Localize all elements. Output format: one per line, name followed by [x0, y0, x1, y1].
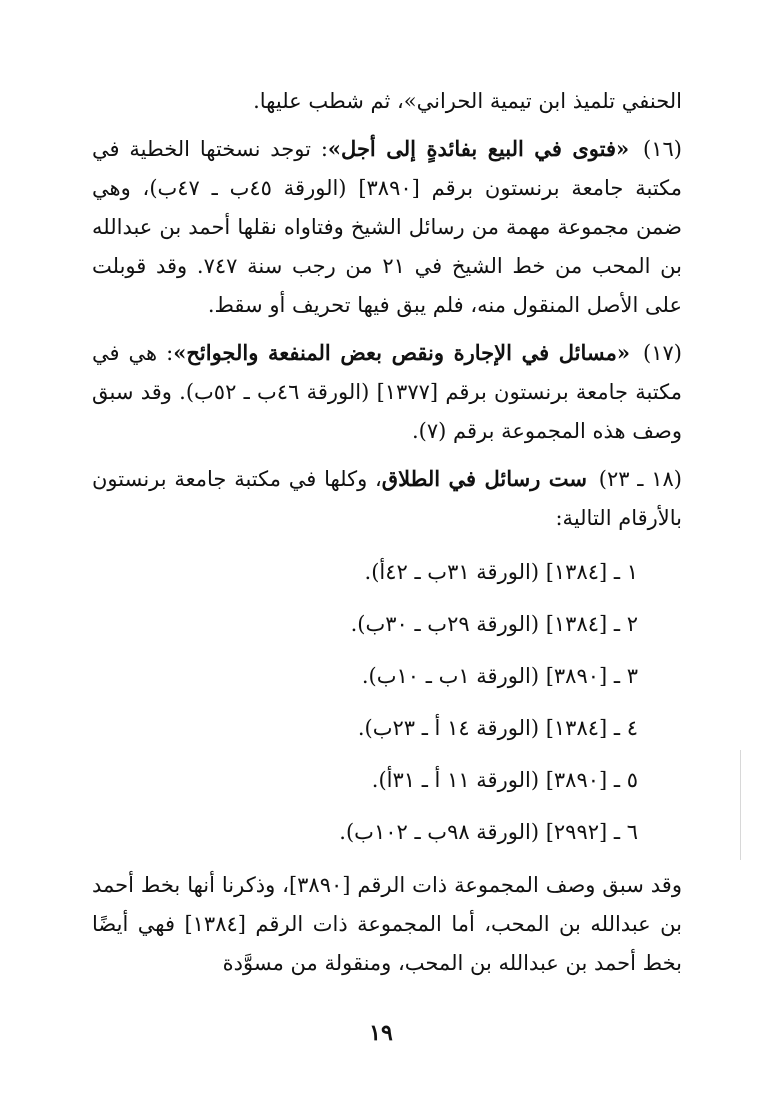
item-17-title: «مسائل في الإجارة ونقص بعض المنفعة والجوائح»: [173, 340, 631, 365]
item-16-paragraph: [92, 129, 682, 325]
list-item: ١ ـ [١٣٨٤] (الورقة ٣١ب ـ ٤٢أ).: [364, 560, 638, 584]
item-18-body: ، وكلها في مكتبة جامعة برنستون بالأرقام التالية:: [92, 467, 682, 530]
list-item: ٣ ـ [٣٨٩٠] (الورقة ١ب ـ ١٠ب).: [361, 664, 638, 688]
manuscript-list: [92, 546, 682, 858]
list-item: ٤ ـ [١٣٨٤] (الورقة ١٤ أ ـ ٢٣ب).: [357, 716, 638, 740]
item-18-paragraph: [92, 459, 682, 538]
item-16-number: (١٦): [643, 137, 682, 161]
item-17-body: : هي في مكتبة جامعة برنستون برقم [١٣٧٧] (الورقة ٤٦ب ـ ٥٢ب). وقد سبق وصف هذه المجموعة برقم (٧).: [92, 341, 682, 443]
margin-divider: [740, 750, 741, 860]
item-18-number: (١٨ ـ ٢٣): [598, 467, 682, 491]
intro-line: الحنفي تلميذ ابن تيمية الحراني»، ثم شطب عليها.: [253, 89, 682, 113]
page-body: [92, 82, 682, 983]
list-item: ٥ ـ [٣٨٩٠] (الورقة ١١ أ ـ ٣١أ).: [371, 768, 638, 792]
item-16-title: «فتوى في البيع بفائدةٍ إلى أجل»: [327, 136, 630, 161]
item-17-paragraph: [92, 333, 682, 451]
list-item: ٢ ـ [١٣٨٤] (الورقة ٢٩ب ـ ٣٠ب).: [350, 612, 638, 636]
item-18-title: ست رسائل في الطلاق: [381, 466, 587, 491]
closing-paragraph: وقد سبق وصف المجموعة ذات الرقم [٣٨٩٠]، وذكرنا أنها بخط أحمد بن عبدالله بن المحب، أما المجموعة ذات الرقم [١٣٨٤] فهي أيضًا بخط أحمد بن عبدالله بن المحب، ومنقولة من مسوَّدة: [92, 873, 682, 975]
page-number: ١٩: [369, 1020, 393, 1046]
item-17-number: (١٧): [643, 341, 682, 365]
item-16-body: : توجد نسختها الخطية في مكتبة جامعة برنستون برقم [٣٨٩٠] (الورقة ٤٥ب ـ ٤٧ب)، وهي ضمن مجموعة مهمة من رسائل الشيخ وفتاواه نقلها أحمد بن عبدالله بن المحب من خط الشيخ في ٢١ من رجب سنة ٧٤٧. وقد قوبلت على الأصل المنقول منه، فلم يبق فيها تحريف أو سقط.: [92, 137, 682, 317]
list-item: ٦ ـ [٢٩٩٢] (الورقة ٩٨ب ـ ١٠٢ب).: [339, 820, 638, 844]
